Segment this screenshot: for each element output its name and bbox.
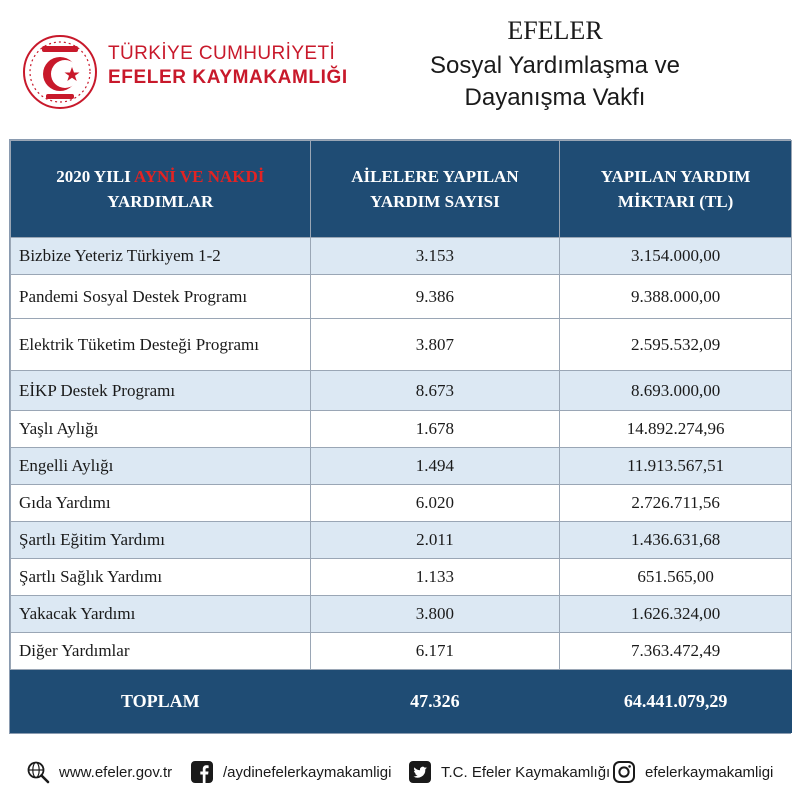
row-name: Şartlı Sağlık Yardımı [11,559,311,596]
gov-line-1: TÜRKİYE CUMHURİYETİ [108,43,336,64]
aid-table [9,139,791,734]
col2-line2: YARDIM SAYISI [370,192,500,211]
row-count: 9.386 [310,275,560,319]
row-amount: 7.363.472,49 [560,633,792,670]
table-row [11,411,792,448]
total-row [11,670,792,733]
table-row [11,633,792,670]
row-name: Yakacak Yardımı [11,596,311,633]
row-count: 3.807 [310,319,560,371]
row-amount: 1.436.631,68 [560,522,792,559]
row-amount: 3.154.000,00 [560,238,792,275]
instagram-link[interactable]: efelerkaymakamligi [645,763,774,781]
emblem-icon [22,34,98,110]
row-count: 8.673 [310,371,560,411]
row-amount: 651.565,00 [560,559,792,596]
col2-line1: AİLELERE YAPILAN [351,167,519,186]
row-amount: 2.726.711,56 [560,485,792,522]
facebook-icon [190,760,214,784]
twitter-link[interactable]: T.C. Efeler Kaymakamlığı [441,763,611,781]
col1-highlight: AYNİ VE NAKDİ [134,167,265,186]
instagram-icon [612,760,636,784]
column-header-amount [560,141,792,238]
row-amount: 9.388.000,00 [560,275,792,319]
row-name: Engelli Aylığı [11,448,311,485]
row-name: Elektrik Tüketim Desteği Programı [11,319,311,371]
row-count: 2.011 [310,522,560,559]
total-count: 47.326 [310,670,560,733]
row-amount: 8.693.000,00 [560,371,792,411]
footer-twitter[interactable] [408,760,610,784]
row-name: EİKP Destek Programı [11,371,311,411]
row-name: Gıda Yardımı [11,485,311,522]
website-link[interactable]: www.efeler.gov.tr [59,763,173,781]
row-amount: 14.892.274,96 [560,411,792,448]
header [0,0,800,135]
table-header-row [11,141,792,238]
row-name: Pandemi Sosyal Destek Programı [11,275,311,319]
table-row [11,275,792,319]
table-row [11,319,792,371]
row-count: 6.020 [310,485,560,522]
row-name: Diğer Yardımlar [11,633,311,670]
col3-line1: YAPILAN YARDIM [600,167,751,186]
foundation-line-1: EFELER [507,16,603,45]
row-count: 3.800 [310,596,560,633]
total-label: TOPLAM [11,670,311,733]
footer [0,748,800,796]
row-name: Şartlı Eğitim Yardımı [11,522,311,559]
facebook-link[interactable]: /aydinefelerkaymakamligi [223,763,392,781]
table-row [11,559,792,596]
table-row [11,485,792,522]
col1-suffix: YARDIMLAR [107,192,214,211]
row-name: Bizbize Yeteriz Türkiyem 1-2 [11,238,311,275]
gov-line-2: EFELER KAYMAKAMLIĞI [108,67,348,88]
footer-instagram[interactable] [612,760,773,784]
col3-line2: MİKTARI (TL) [617,192,734,211]
web-search-icon [26,760,50,784]
government-title [108,44,348,87]
footer-website[interactable] [26,760,172,784]
foundation-title [380,16,730,114]
row-count: 6.171 [310,633,560,670]
twitter-icon [408,760,432,784]
column-header-count [310,141,560,238]
column-header-aid-type [11,141,311,238]
row-count: 1.494 [310,448,560,485]
row-amount: 1.626.324,00 [560,596,792,633]
table-row [11,448,792,485]
row-amount: 2.595.532,09 [560,319,792,371]
table-row [11,238,792,275]
foundation-line-3: Dayanışma Vakfı [464,84,646,111]
col1-prefix: 2020 YILI [56,167,131,186]
table-row [11,522,792,559]
total-amount: 64.441.079,29 [560,670,792,733]
row-count: 3.153 [310,238,560,275]
table-row [11,596,792,633]
row-count: 1.678 [310,411,560,448]
foundation-line-2: Sosyal Yardımlaşma ve [430,52,680,79]
footer-facebook[interactable] [190,760,391,784]
row-amount: 11.913.567,51 [560,448,792,485]
row-name: Yaşlı Aylığı [11,411,311,448]
table-row [11,371,792,411]
row-count: 1.133 [310,559,560,596]
